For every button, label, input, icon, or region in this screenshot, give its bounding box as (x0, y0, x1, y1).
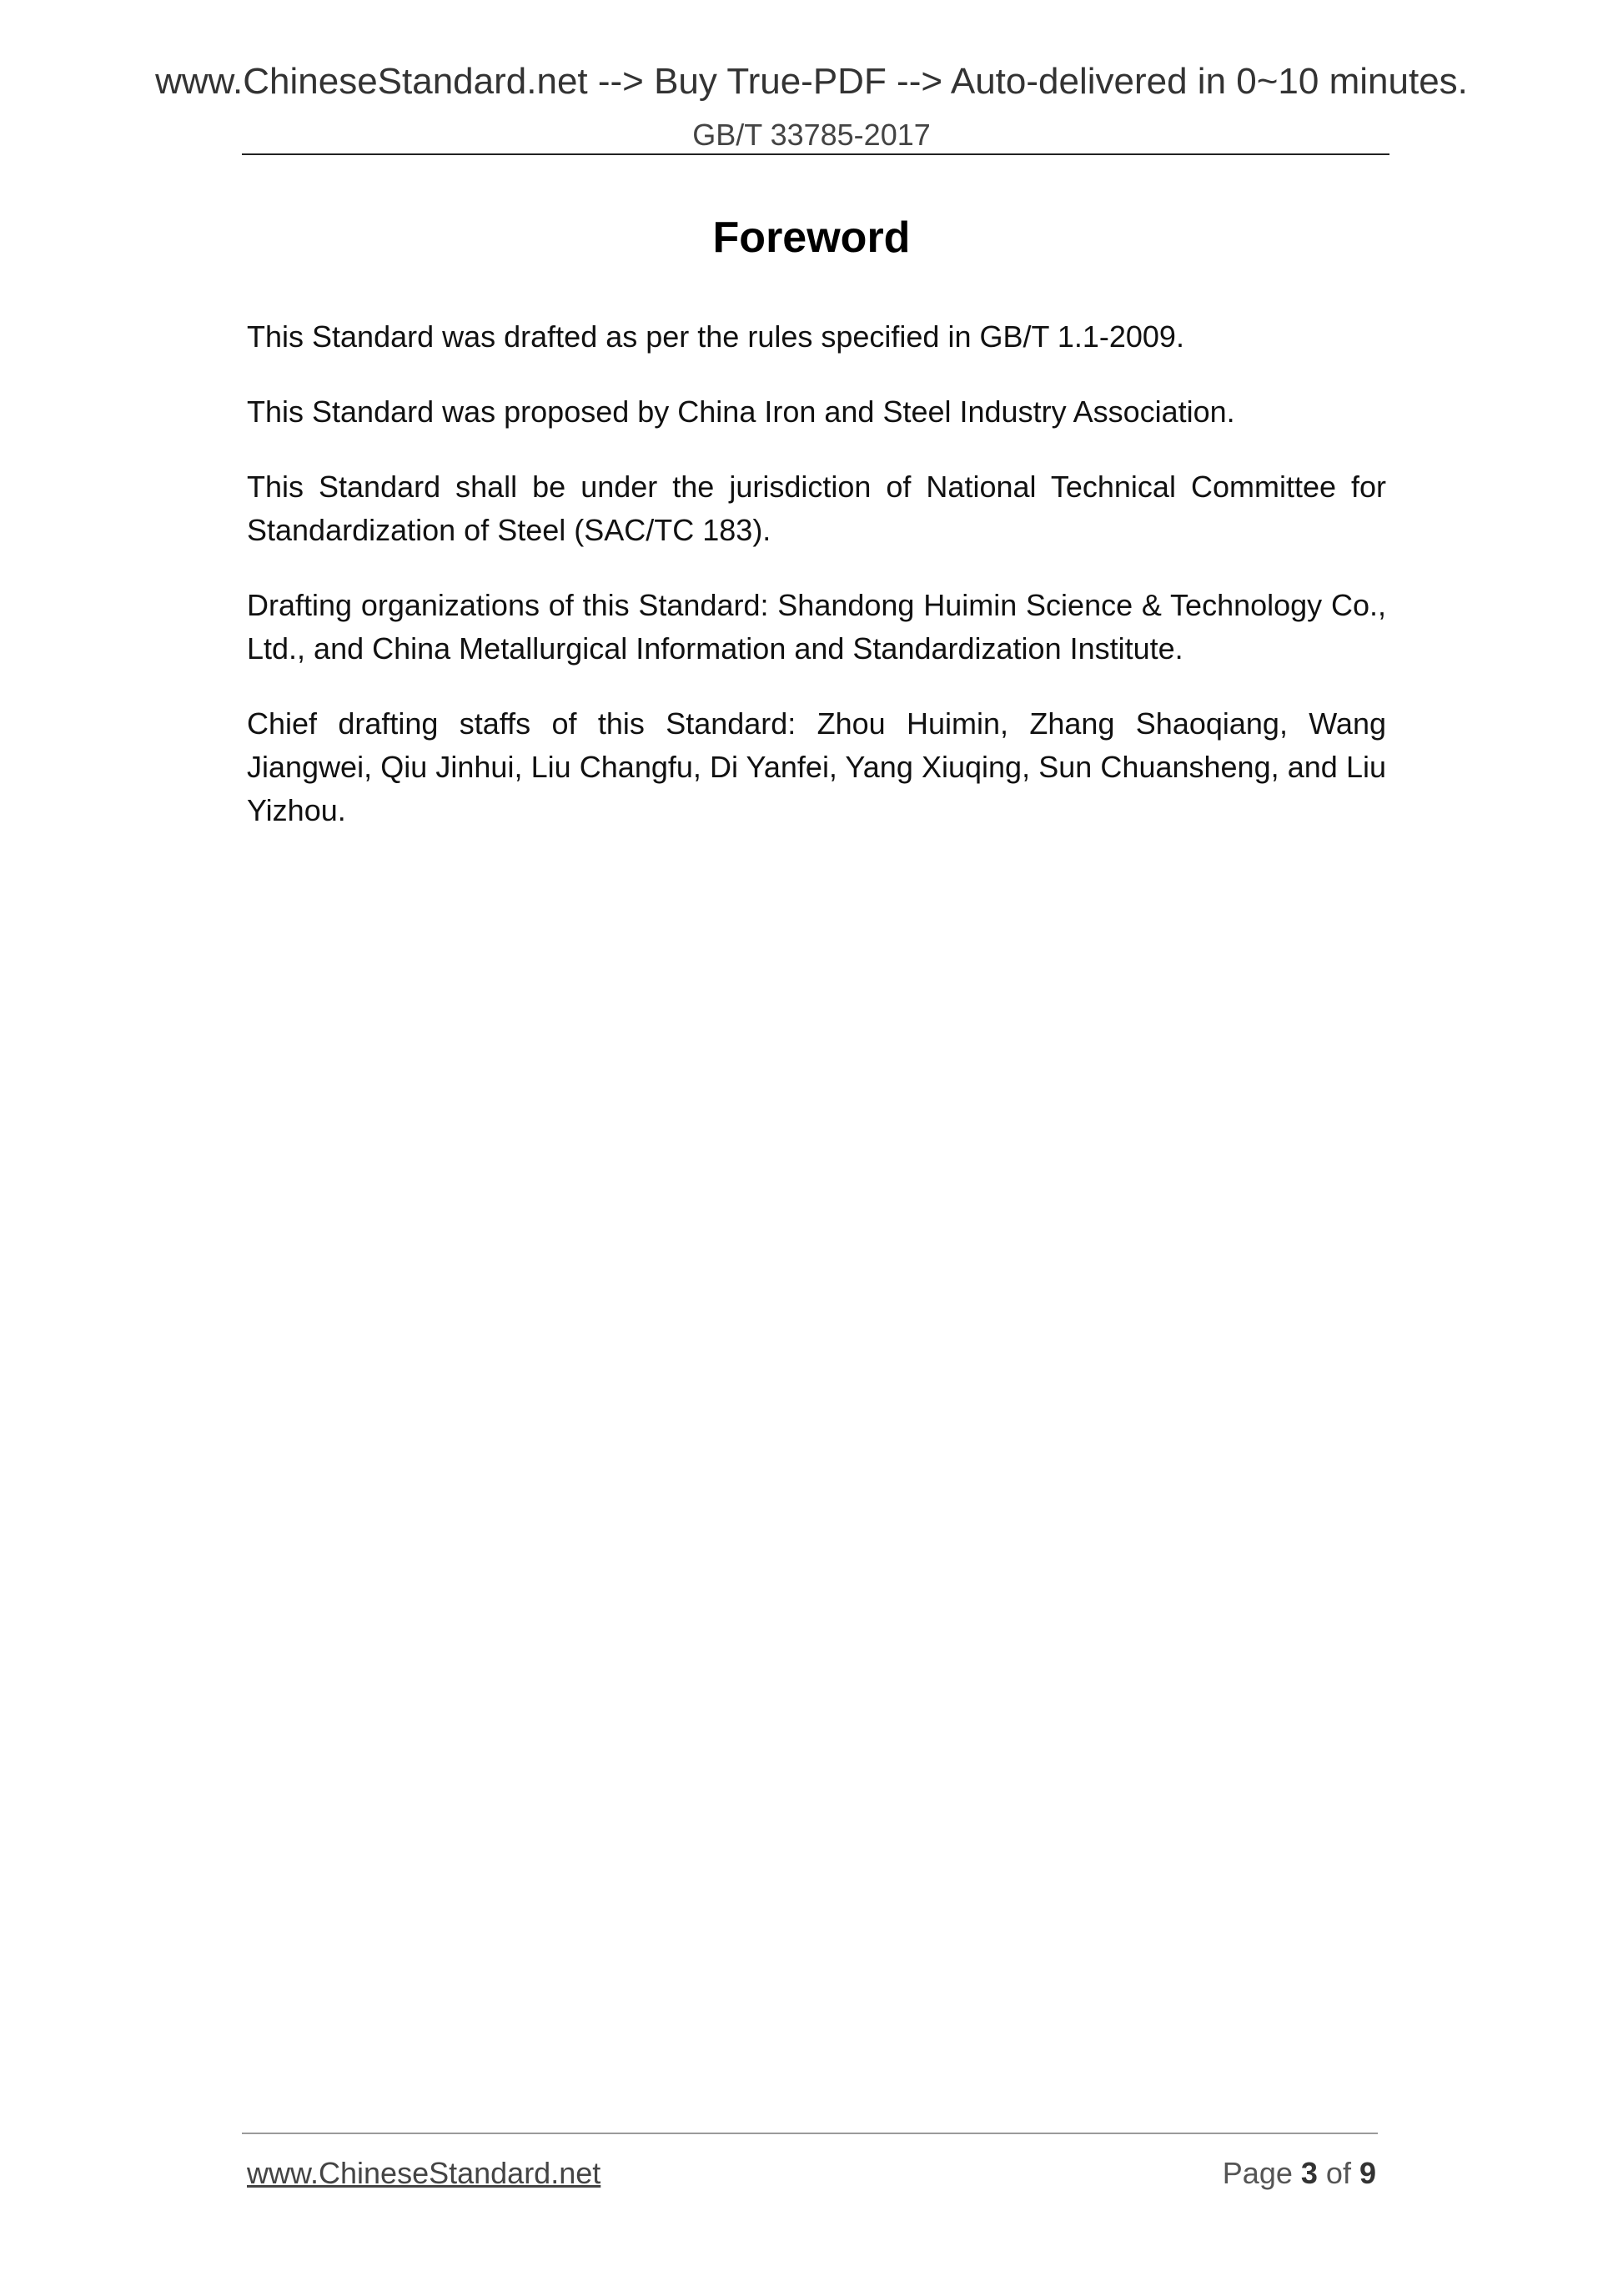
page-total: 9 (1359, 2156, 1376, 2190)
footer-website-link[interactable]: www.ChineseStandard.net (247, 2156, 601, 2190)
page-title: Foreword (712, 214, 911, 262)
paragraph-drafting-rules: This Standard was drafted as per the rules specified in GB/T 1.1-2009. (247, 319, 1184, 354)
page-number (1223, 2155, 1376, 2191)
of-label: of (1325, 2156, 1351, 2190)
foreword-body (247, 315, 1386, 864)
top-banner: www.ChineseStandard.net --> Buy True-PDF --> Auto-delivered in 0~10 minutes. (155, 61, 1468, 102)
paragraph-chief-drafting-staffs: Chief drafting staffs of this Standard: Zhou Huimin, Zhang Shaoqiang, Wang Jiangwei, Qiu Jinhui, Liu Changfu, Di Yanfei, Yang Xiuqing, Sun Chuansheng, and Liu Yizhou. (247, 706, 1386, 827)
header-divider (242, 153, 1389, 155)
paragraph-proposed-by: This Standard was proposed by China Iron and Steel Industry Association. (247, 394, 1235, 429)
paragraph-jurisdiction: This Standard shall be under the jurisdiction of National Technical Committee for Standardization of Steel (SAC/TC 183). (247, 470, 1386, 547)
paragraph-drafting-organizations: Drafting organizations of this Standard: Shandong Huimin Science & Technology Co., Ltd., and China Metallurgical Information and Standardization Institute. (247, 588, 1386, 666)
page-current: 3 (1300, 2156, 1318, 2190)
footer-divider (242, 2133, 1378, 2134)
standard-code: GB/T 33785-2017 (692, 118, 931, 152)
page-label: Page (1222, 2156, 1293, 2190)
